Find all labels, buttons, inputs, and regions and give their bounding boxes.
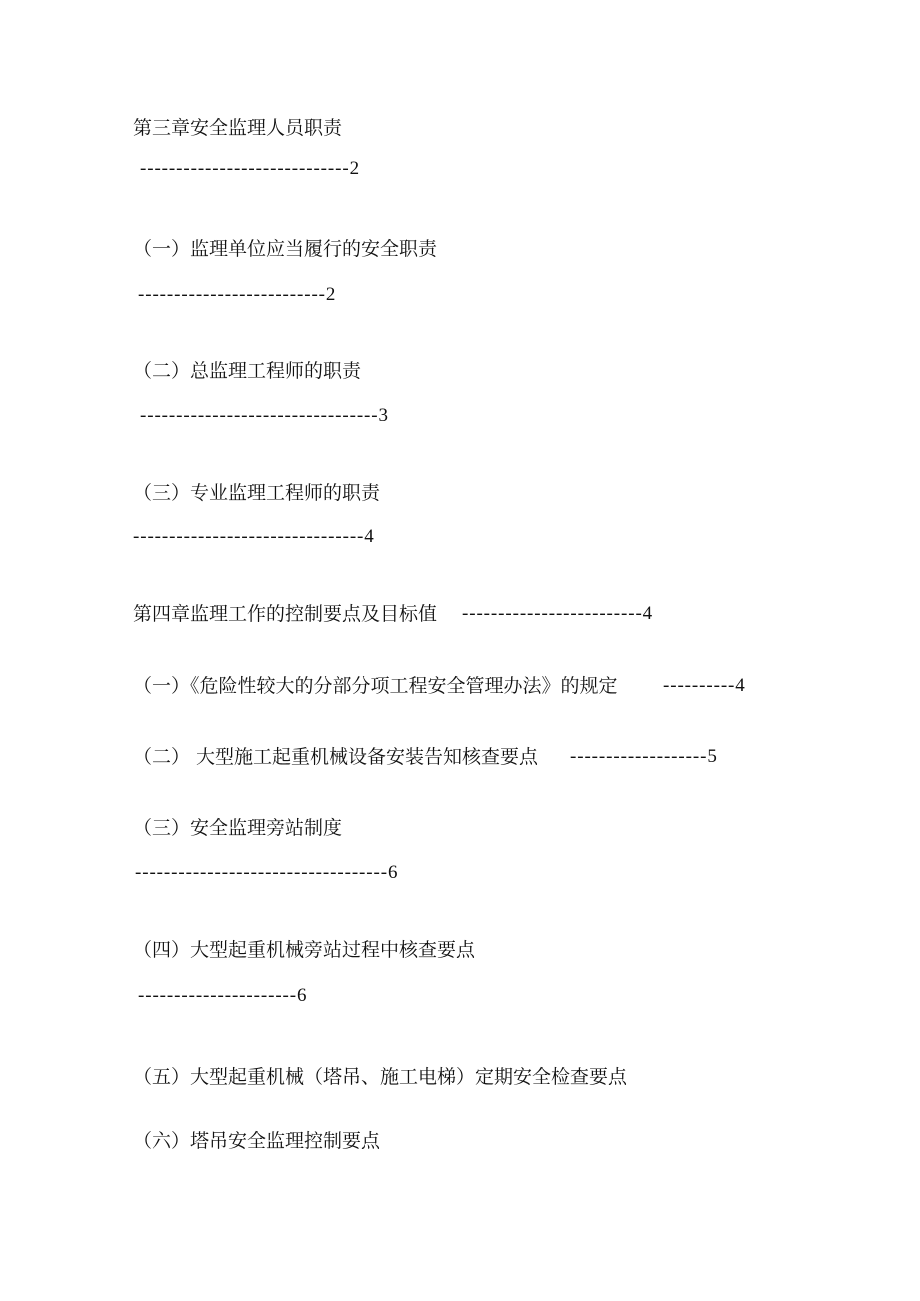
toc-entry-leader: ----------4	[663, 675, 746, 696]
toc-entry-leader: -----------------------------2	[140, 158, 360, 179]
toc-entry-title: （四）大型起重机械旁站过程中核查要点	[133, 939, 476, 961]
toc-entry-title: （一）监理单位应当履行的安全职责	[133, 238, 438, 260]
toc-entry-title: （一）《危险性较大的分部分项工程安全管理办法》的规定	[133, 675, 618, 697]
toc-entry-title: （六）塔吊安全监理控制要点	[133, 1130, 381, 1152]
toc-entry-leader: -------------------5	[570, 746, 718, 767]
toc-entry-title: （五）大型起重机械（塔吊、施工电梯）定期安全检查要点	[133, 1066, 628, 1088]
toc-entry-leader: -----------------------------------6	[135, 862, 399, 883]
toc-entry-leader: ---------------------------------3	[140, 405, 389, 426]
toc-entry-title: （三）安全监理旁站制度	[133, 817, 343, 839]
toc-entry-leader: --------------------------2	[138, 284, 337, 305]
toc-entry-title: （二）总监理工程师的职责	[133, 360, 362, 382]
toc-entry-title: 第三章安全监理人员职责	[133, 117, 343, 139]
toc-entry-title: 第四章监理工作的控制要点及目标值	[133, 603, 438, 625]
toc-entry-leader: --------------------------------4	[133, 526, 375, 547]
toc-entry-leader: ----------------------6	[138, 985, 308, 1006]
toc-entry-title: （二） 大型施工起重机械设备安装告知核查要点	[133, 746, 539, 768]
toc-entry-title: （三）专业监理工程师的职责	[133, 482, 381, 504]
toc-entry-leader: -------------------------4	[462, 603, 654, 624]
